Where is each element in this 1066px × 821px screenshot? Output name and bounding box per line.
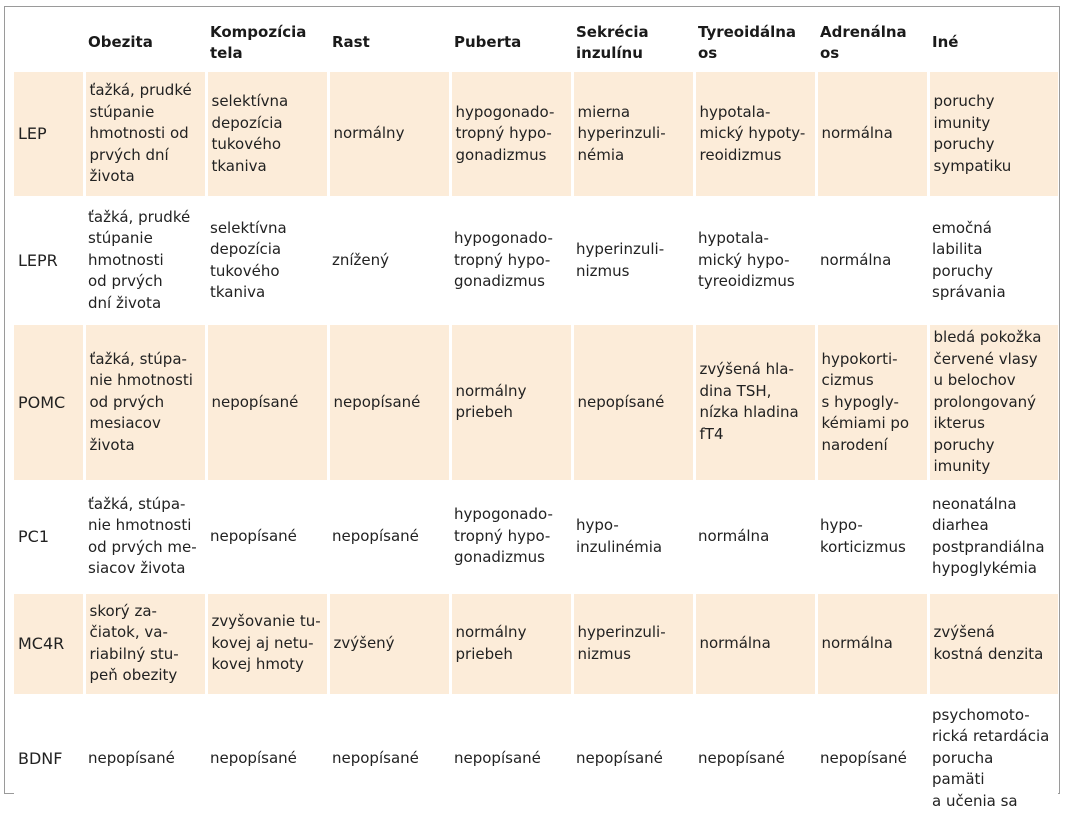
table-cell: normálny priebeh [450, 592, 572, 695]
gene-cell: MC4R [14, 592, 84, 695]
table-cell: hypo- korticizmus [816, 481, 928, 592]
table-cell: nepopísané [206, 481, 328, 592]
table-row [14, 481, 1058, 592]
table-cell: psychomoto- rická retardácia porucha pamäti a učenia sa [928, 695, 1058, 821]
table-cell: nepopísané [328, 324, 450, 482]
table-cell: selektívna depozícia tukového tkaniva [206, 71, 328, 198]
table-cell: znížený [328, 198, 450, 324]
table-cell: nepopísané [206, 695, 328, 821]
table-cell: skorý za- čiatok, va- riabilný stu- peň obezity [84, 592, 206, 695]
table-cell: hypotala- mický hypoty- reoidizmus [694, 71, 816, 198]
table-cell: zvýšená hla- dina TSH, nízka hladina fT4 [694, 324, 816, 482]
table-cell: nepopísané [328, 695, 450, 821]
table-cell: emočná labilita poruchy správania [928, 198, 1058, 324]
gene-cell: BDNF [14, 695, 84, 821]
header-cell-insulin: Sekrécia inzulínu [576, 22, 649, 62]
table-cell: normálna [816, 198, 928, 324]
table-cell: ťažká, prudké stúpanie hmotnosti od prvých dní života [84, 71, 206, 198]
table-cell: hypogonado- tropný hypo- gonadizmus [450, 198, 572, 324]
table-cell: nepopísané [84, 695, 206, 821]
table-cell: zvýšený [328, 592, 450, 695]
gene-phenotype-table [14, 17, 1058, 821]
table-row [14, 592, 1058, 695]
table-cell: ťažká, stúpa- nie hmotnosti od prvých mesiacov života [84, 324, 206, 482]
table-cell: normálna [816, 592, 928, 695]
table-cell: zvyšovanie tu- kovej aj netu- kovej hmoty [206, 592, 328, 695]
gene-cell: PC1 [14, 481, 84, 592]
table-cell: normálna [694, 592, 816, 695]
table-row [14, 695, 1058, 821]
table-cell: poruchy imunity poruchy sympatiku [928, 71, 1058, 198]
table-cell: nepopísané [572, 695, 694, 821]
table-cell: hyperinzuli- nizmus [572, 198, 694, 324]
table-cell: nepopísané [450, 695, 572, 821]
table-cell: zvýšená kostná denzita [928, 592, 1058, 695]
header-cell-gene [14, 17, 84, 71]
table-cell: hypogonado- tropný hypo- gonadizmus [450, 481, 572, 592]
header-cell-puberty: Puberta [454, 33, 522, 52]
table-cell: ťažká, stúpa- nie hmotnosti od prvých me- siacov života [84, 481, 206, 592]
table-frame [4, 6, 1060, 810]
table-row [14, 198, 1058, 324]
table-cell: normálny [328, 71, 450, 198]
table-cell: nepopísané [206, 324, 328, 482]
gene-cell: POMC [14, 324, 84, 482]
table-cell: hypokorti- cizmus s hypogly- kémiami po narodení [816, 324, 928, 482]
header-cell-other: Iné [932, 33, 959, 52]
table-cell: hypotala- mický hypo- tyreoidizmus [694, 198, 816, 324]
table-cell: hypogonado- tropný hypo- gonadizmus [450, 71, 572, 198]
table-cell: normálna [694, 481, 816, 592]
table-row [14, 324, 1058, 482]
table-cell: hyperinzuli- nizmus [572, 592, 694, 695]
table-cell: nepopísané [816, 695, 928, 821]
header-row [14, 17, 1058, 71]
table-cell: hypo- inzulinémia [572, 481, 694, 592]
table-row [14, 71, 1058, 198]
table-cell: nepopísané [572, 324, 694, 482]
header-cell-thyroid: Tyreoidálna os [698, 22, 797, 62]
header-cell-body-composition: Kompozícia tela [210, 22, 307, 62]
table-cell: nepopísané [328, 481, 450, 592]
header-cell-obesity: Obezita [88, 33, 153, 52]
table-cell: normálna [816, 71, 928, 198]
gene-cell: LEP [14, 71, 84, 198]
table-cell: bledá pokožka červené vlasy u belochov prolongovaný ikterus poruchy imunity [928, 324, 1058, 482]
table-cell: neonatálna diarhea postprandiálna hypoglykémia [928, 481, 1058, 592]
table-cell: normálny priebeh [450, 324, 572, 482]
header-cell-growth: Rast [332, 33, 370, 52]
gene-cell: LEPR [14, 198, 84, 324]
table-cell: mierna hyperinzuli- némia [572, 71, 694, 198]
table-cell: ťažká, prudké stúpanie hmotnosti od prvých dní života [84, 198, 206, 324]
header-cell-adrenal: Adrenálna os [820, 22, 907, 62]
table-cell: nepopísané [694, 695, 816, 821]
table-cell: selektívna depozícia tukového tkaniva [206, 198, 328, 324]
